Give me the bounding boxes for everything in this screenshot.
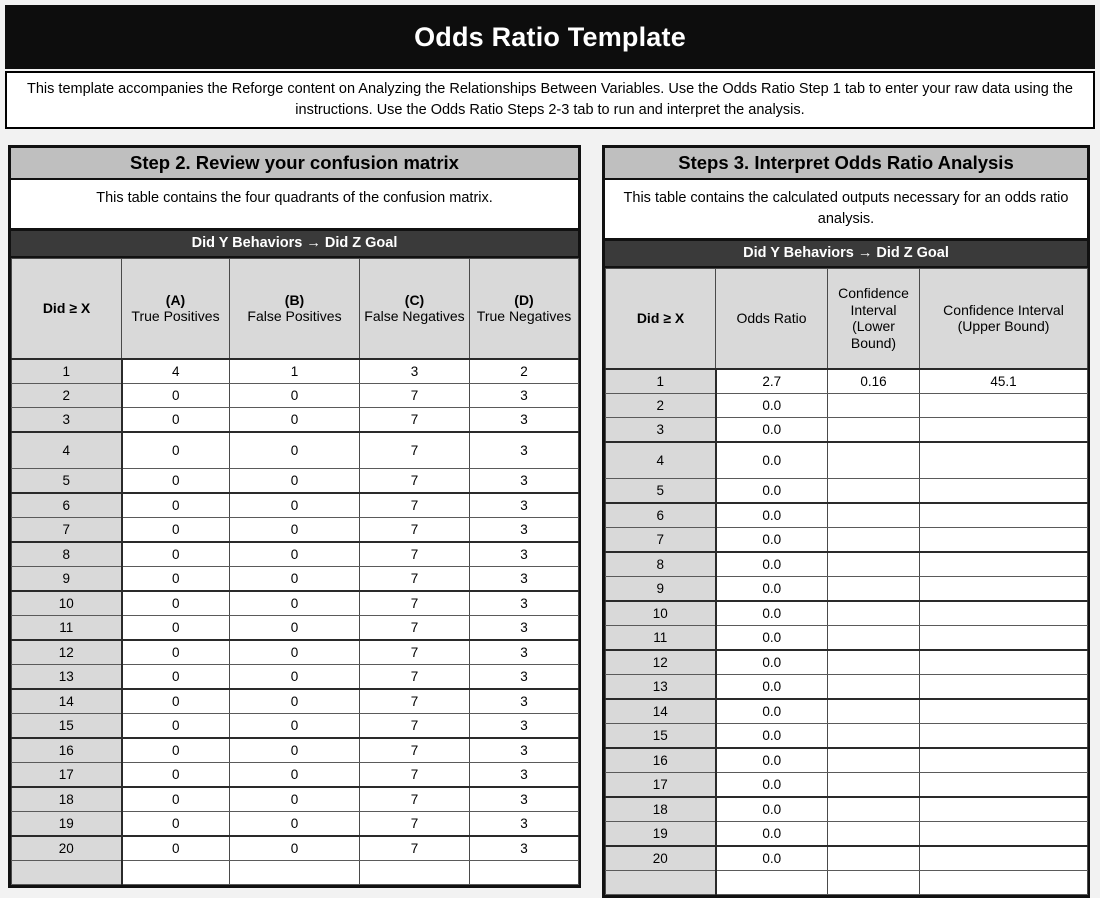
confusion-value-cell[interactable]: 0	[122, 763, 230, 788]
oddsratio-value-cell[interactable]: 2.7	[716, 369, 828, 394]
confusion-value-cell[interactable]: 7	[360, 714, 470, 739]
confusion-value-cell[interactable]: 7	[360, 787, 470, 812]
oddsratio-index-cell[interactable]: 9	[606, 577, 716, 602]
col-head-ci-upper-label: Confidence Interval (Upper Bound)	[943, 301, 1064, 335]
oddsratio-value-cell[interactable]	[828, 773, 920, 798]
confusion-value-cell[interactable]: 7	[360, 616, 470, 641]
oddsratio-value-cell[interactable]: 0.0	[716, 394, 828, 418]
confusion-value-cell[interactable]: 3	[470, 616, 579, 641]
oddsratio-index-cell[interactable]: 14	[606, 699, 716, 724]
table-row[interactable]	[606, 650, 1088, 675]
confusion-value-cell[interactable]	[470, 861, 579, 885]
confusion-value-cell[interactable]: 0	[122, 714, 230, 739]
confusion-value-cell[interactable]: 0	[230, 787, 360, 812]
confusion-value-cell[interactable]: 0	[230, 469, 360, 494]
odds-ratio-body	[606, 369, 1088, 895]
col-code-c: (C)	[404, 291, 425, 308]
oddsratio-index-cell[interactable]: 19	[606, 822, 716, 847]
confusion-value-cell[interactable]: 3	[470, 567, 579, 592]
confusion-index-cell[interactable]: 9	[12, 567, 122, 592]
confusion-value-cell[interactable]: 7	[360, 640, 470, 665]
col-head-false-negatives-label: False Negatives	[364, 308, 465, 325]
table-row[interactable]	[12, 689, 579, 714]
confusion-value-cell[interactable]: 0	[122, 836, 230, 861]
panel-step2	[8, 145, 581, 888]
confusion-value-cell[interactable]: 0	[230, 738, 360, 763]
table-row[interactable]	[12, 640, 579, 665]
table-row[interactable]	[12, 567, 579, 592]
confusion-value-cell[interactable]: 0	[122, 738, 230, 763]
oddsratio-value-cell[interactable]: 45.1	[920, 369, 1088, 394]
table-row[interactable]	[606, 822, 1088, 847]
confusion-index-cell[interactable]: 1	[12, 359, 122, 384]
oddsratio-index-cell[interactable]: 12	[606, 650, 716, 675]
table-row[interactable]	[606, 773, 1088, 798]
table-row[interactable]	[12, 616, 579, 641]
col-head-did-x-label: Did ≥ X	[42, 300, 91, 317]
oddsratio-value-cell[interactable]	[920, 675, 1088, 700]
oddsratio-value-cell[interactable]	[828, 724, 920, 749]
confusion-value-cell[interactable]: 0	[230, 689, 360, 714]
oddsratio-value-cell[interactable]	[828, 418, 920, 443]
oddsratio-value-cell[interactable]	[920, 773, 1088, 798]
confusion-value-cell[interactable]: 7	[360, 384, 470, 408]
confusion-value-cell[interactable]: 0	[230, 665, 360, 690]
confusion-index-cell[interactable]: 12	[12, 640, 122, 665]
oddsratio-value-cell[interactable]: 0.0	[716, 418, 828, 443]
oddsratio-value-cell[interactable]	[920, 797, 1088, 822]
table-row[interactable]	[12, 359, 579, 384]
oddsratio-value-cell[interactable]: 0.0	[716, 650, 828, 675]
confusion-value-cell[interactable]: 3	[470, 689, 579, 714]
table-row[interactable]	[606, 528, 1088, 553]
oddsratio-value-cell[interactable]	[828, 699, 920, 724]
col-head-did-x-label: Did ≥ X	[636, 310, 685, 327]
col-head-true-positives-label: True Positives	[131, 308, 220, 325]
table-row[interactable]	[606, 748, 1088, 773]
confusion-index-cell[interactable]: 15	[12, 714, 122, 739]
oddsratio-value-cell[interactable]: 0.0	[716, 552, 828, 577]
oddsratio-value-cell[interactable]	[828, 675, 920, 700]
confusion-value-cell[interactable]: 7	[360, 763, 470, 788]
oddsratio-value-cell[interactable]: 0.0	[716, 724, 828, 749]
table-row[interactable]	[606, 626, 1088, 651]
table-row[interactable]	[606, 503, 1088, 528]
oddsratio-value-cell[interactable]	[920, 724, 1088, 749]
confusion-index-cell[interactable]: 18	[12, 787, 122, 812]
confusion-value-cell[interactable]: 3	[470, 714, 579, 739]
confusion-value-cell[interactable]	[122, 861, 230, 885]
table-row[interactable]	[12, 408, 579, 433]
table-row[interactable]	[606, 552, 1088, 577]
col-head-did-x	[606, 269, 716, 370]
confusion-value-cell[interactable]: 0	[230, 591, 360, 616]
oddsratio-value-cell[interactable]	[828, 479, 920, 504]
confusion-value-cell[interactable]: 3	[470, 591, 579, 616]
confusion-value-cell[interactable]: 0	[230, 518, 360, 543]
table-row[interactable]	[606, 418, 1088, 443]
oddsratio-value-cell[interactable]: 0.0	[716, 675, 828, 700]
confusion-value-cell[interactable]: 7	[360, 542, 470, 567]
oddsratio-index-cell[interactable]: 6	[606, 503, 716, 528]
confusion-value-cell[interactable]: 0	[230, 640, 360, 665]
oddsratio-index-cell[interactable]: 20	[606, 846, 716, 871]
oddsratio-value-cell[interactable]	[716, 871, 828, 895]
panel-step3	[602, 145, 1090, 898]
oddsratio-value-cell[interactable]: 0.0	[716, 773, 828, 798]
confusion-value-cell[interactable]: 0	[122, 542, 230, 567]
oddsratio-value-cell[interactable]	[920, 626, 1088, 651]
oddsratio-value-cell[interactable]	[920, 871, 1088, 895]
col-head-odds-ratio	[716, 269, 828, 370]
oddsratio-value-cell[interactable]: 0.0	[716, 822, 828, 847]
confusion-value-cell[interactable]: 0	[122, 493, 230, 518]
confusion-matrix-body	[12, 359, 579, 885]
confusion-index-cell[interactable]: 7	[12, 518, 122, 543]
oddsratio-value-cell[interactable]	[920, 822, 1088, 847]
confusion-value-cell[interactable]: 3	[470, 836, 579, 861]
oddsratio-value-cell[interactable]: 0.0	[716, 748, 828, 773]
table-row[interactable]	[12, 812, 579, 837]
confusion-index-cell[interactable]: 19	[12, 812, 122, 837]
confusion-value-cell[interactable]: 1	[230, 359, 360, 384]
table-row[interactable]	[606, 846, 1088, 871]
oddsratio-index-cell[interactable]: 13	[606, 675, 716, 700]
col-code-b: (B)	[284, 291, 305, 308]
confusion-value-cell[interactable]: 0	[230, 408, 360, 433]
confusion-matrix-table	[11, 258, 579, 885]
confusion-value-cell[interactable]: 3	[470, 787, 579, 812]
col-head-ci-lower-label: Confidence Interval (Lower Bound)	[838, 285, 909, 351]
confusion-value-cell[interactable]: 3	[360, 359, 470, 384]
oddsratio-value-cell[interactable]	[920, 442, 1088, 479]
confusion-value-cell[interactable]: 3	[470, 763, 579, 788]
confusion-index-cell[interactable]: 11	[12, 616, 122, 641]
confusion-value-cell[interactable]: 3	[470, 469, 579, 494]
confusion-value-cell[interactable]: 0	[230, 493, 360, 518]
oddsratio-index-cell[interactable]: 15	[606, 724, 716, 749]
confusion-value-cell[interactable]: 3	[470, 384, 579, 408]
oddsratio-value-cell[interactable]: 0.0	[716, 797, 828, 822]
oddsratio-value-cell[interactable]	[828, 503, 920, 528]
col-head-false-positives	[230, 259, 360, 360]
col-code-d: (D)	[514, 291, 534, 308]
oddsratio-value-cell[interactable]: 0.0	[716, 479, 828, 504]
confusion-value-cell[interactable]: 7	[360, 836, 470, 861]
oddsratio-value-cell[interactable]	[920, 394, 1088, 418]
confusion-value-cell[interactable]: 7	[360, 493, 470, 518]
oddsratio-value-cell[interactable]	[828, 871, 920, 895]
oddsratio-value-cell[interactable]	[828, 601, 920, 626]
table-row[interactable]	[606, 724, 1088, 749]
oddsratio-value-cell[interactable]	[920, 846, 1088, 871]
oddsratio-value-cell[interactable]	[828, 650, 920, 675]
col-head-odds-ratio-label: Odds Ratio	[736, 310, 807, 327]
col-head-did-x	[12, 259, 122, 360]
oddsratio-index-cell[interactable]: 1	[606, 369, 716, 394]
confusion-value-cell[interactable]	[360, 861, 470, 885]
confusion-value-cell[interactable]: 7	[360, 665, 470, 690]
oddsratio-value-cell[interactable]	[828, 797, 920, 822]
oddsratio-value-cell[interactable]	[920, 503, 1088, 528]
confusion-matrix-header	[12, 259, 579, 360]
oddsratio-value-cell[interactable]: 0.0	[716, 699, 828, 724]
table-row[interactable]	[12, 738, 579, 763]
confusion-value-cell[interactable]: 0	[230, 836, 360, 861]
confusion-value-cell[interactable]: 0	[230, 812, 360, 837]
confusion-value-cell[interactable]: 0	[122, 469, 230, 494]
confusion-value-cell[interactable]: 7	[360, 469, 470, 494]
panel-step2-subtitle: This table contains the four quadrants of the confusion matrix.	[11, 180, 578, 231]
confusion-value-cell[interactable]: 0	[230, 432, 360, 469]
table-row[interactable]	[12, 432, 579, 469]
confusion-value-cell[interactable]: 0	[230, 714, 360, 739]
oddsratio-value-cell[interactable]	[828, 442, 920, 479]
oddsratio-value-cell[interactable]	[828, 394, 920, 418]
confusion-value-cell[interactable]: 0	[122, 384, 230, 408]
col-head-false-positives-label: False Positives	[247, 308, 342, 325]
oddsratio-value-cell[interactable]	[920, 699, 1088, 724]
table-row[interactable]	[12, 591, 579, 616]
table-row[interactable]	[12, 384, 579, 408]
confusion-index-cell[interactable]: 17	[12, 763, 122, 788]
oddsratio-index-cell[interactable]: 11	[606, 626, 716, 651]
confusion-value-cell[interactable]: 0	[122, 640, 230, 665]
confusion-value-cell[interactable]: 0	[122, 408, 230, 433]
confusion-value-cell[interactable]: 3	[470, 665, 579, 690]
table-row[interactable]	[606, 601, 1088, 626]
confusion-value-cell[interactable]: 3	[470, 640, 579, 665]
odds-ratio-table	[605, 268, 1088, 895]
oddsratio-index-cell[interactable]: 17	[606, 773, 716, 798]
table-row[interactable]	[12, 518, 579, 543]
col-head-true-negatives	[470, 259, 579, 360]
confusion-value-cell[interactable]: 0	[230, 542, 360, 567]
confusion-value-cell[interactable]: 0	[230, 763, 360, 788]
table-row[interactable]	[12, 469, 579, 494]
odds-ratio-header	[606, 269, 1088, 370]
oddsratio-index-cell[interactable]: 8	[606, 552, 716, 577]
table-row[interactable]	[606, 577, 1088, 602]
oddsratio-index-cell[interactable]: 3	[606, 418, 716, 443]
oddsratio-index-cell[interactable]: 16	[606, 748, 716, 773]
oddsratio-value-cell[interactable]	[828, 528, 920, 553]
oddsratio-value-cell[interactable]: 0.0	[716, 528, 828, 553]
confusion-value-cell[interactable]: 7	[360, 812, 470, 837]
confusion-value-cell[interactable]: 0	[122, 616, 230, 641]
oddsratio-index-cell[interactable]: 2	[606, 394, 716, 418]
confusion-value-cell[interactable]: 0	[122, 567, 230, 592]
confusion-value-cell[interactable]: 2	[470, 359, 579, 384]
col-head-false-negatives	[360, 259, 470, 360]
confusion-value-cell[interactable]: 7	[360, 432, 470, 469]
confusion-value-cell[interactable]: 3	[470, 812, 579, 837]
table-header-row	[12, 259, 579, 360]
confusion-value-cell[interactable]: 0	[230, 384, 360, 408]
confusion-index-cell[interactable]: 16	[12, 738, 122, 763]
confusion-value-cell[interactable]: 7	[360, 518, 470, 543]
confusion-value-cell[interactable]: 3	[470, 408, 579, 433]
oddsratio-value-cell[interactable]	[828, 626, 920, 651]
table-row[interactable]	[606, 797, 1088, 822]
col-head-true-positives	[122, 259, 230, 360]
oddsratio-value-cell[interactable]: 0.0	[716, 503, 828, 528]
col-code-a: (A)	[165, 291, 186, 308]
oddsratio-value-cell[interactable]	[828, 577, 920, 602]
confusion-value-cell[interactable]: 0	[122, 787, 230, 812]
oddsratio-value-cell[interactable]	[920, 418, 1088, 443]
col-head-ci-lower	[828, 269, 920, 370]
panel-step2-title: Step 2. Review your confusion matrix	[11, 148, 578, 180]
confusion-index-cell[interactable]: 14	[12, 689, 122, 714]
oddsratio-value-cell[interactable]: 0.0	[716, 846, 828, 871]
oddsratio-value-cell[interactable]	[828, 846, 920, 871]
oddsratio-value-cell[interactable]: 0.16	[828, 369, 920, 394]
confusion-value-cell[interactable]: 3	[470, 518, 579, 543]
oddsratio-value-cell[interactable]	[828, 822, 920, 847]
confusion-index-cell[interactable]: 5	[12, 469, 122, 494]
oddsratio-value-cell[interactable]	[920, 601, 1088, 626]
oddsratio-value-cell[interactable]	[920, 479, 1088, 504]
confusion-value-cell[interactable]: 0	[122, 432, 230, 469]
table-row[interactable]	[12, 787, 579, 812]
table-row[interactable]	[12, 763, 579, 788]
oddsratio-index-cell[interactable]: 5	[606, 479, 716, 504]
confusion-value-cell[interactable]: 7	[360, 689, 470, 714]
oddsratio-value-cell[interactable]	[920, 577, 1088, 602]
confusion-index-cell[interactable]: 3	[12, 408, 122, 433]
panel-step3-subtitle: This table contains the calculated outputs necessary for an odds ratio analysis.	[605, 180, 1087, 241]
confusion-value-cell[interactable]: 7	[360, 567, 470, 592]
oddsratio-value-cell[interactable]	[920, 552, 1088, 577]
confusion-index-cell[interactable]: 13	[12, 665, 122, 690]
table-row[interactable]	[606, 442, 1088, 479]
table-row[interactable]	[606, 479, 1088, 504]
confusion-value-cell[interactable]: 3	[470, 542, 579, 567]
confusion-value-cell[interactable]	[230, 861, 360, 885]
confusion-value-cell[interactable]: 0	[122, 689, 230, 714]
table-row[interactable]	[606, 871, 1088, 895]
panel-step2-group-bar: Did Y Behaviors → Did Z Goal	[11, 231, 578, 258]
confusion-value-cell[interactable]: 3	[470, 432, 579, 469]
oddsratio-value-cell[interactable]: 0.0	[716, 601, 828, 626]
table-row[interactable]	[12, 714, 579, 739]
confusion-value-cell[interactable]: 0	[122, 812, 230, 837]
confusion-index-cell[interactable]	[12, 861, 122, 885]
oddsratio-index-cell[interactable]: 18	[606, 797, 716, 822]
oddsratio-index-cell[interactable]: 7	[606, 528, 716, 553]
oddsratio-value-cell[interactable]: 0.0	[716, 577, 828, 602]
confusion-value-cell[interactable]: 7	[360, 408, 470, 433]
confusion-value-cell[interactable]: 0	[122, 665, 230, 690]
confusion-index-cell[interactable]: 6	[12, 493, 122, 518]
confusion-value-cell[interactable]: 0	[122, 591, 230, 616]
oddsratio-value-cell[interactable]: 0.0	[716, 626, 828, 651]
confusion-value-cell[interactable]: 0	[230, 616, 360, 641]
confusion-value-cell[interactable]: 3	[470, 738, 579, 763]
table-row[interactable]	[12, 493, 579, 518]
table-row[interactable]	[606, 699, 1088, 724]
table-row[interactable]	[12, 665, 579, 690]
col-head-ci-upper	[920, 269, 1088, 370]
oddsratio-index-cell[interactable]: 4	[606, 442, 716, 479]
col-head-true-negatives-label: True Negatives	[476, 308, 572, 325]
table-row[interactable]	[606, 675, 1088, 700]
confusion-value-cell[interactable]: 7	[360, 591, 470, 616]
oddsratio-value-cell[interactable]: 0.0	[716, 442, 828, 479]
title-banner	[5, 5, 1095, 69]
confusion-index-cell[interactable]: 8	[12, 542, 122, 567]
confusion-index-cell[interactable]: 10	[12, 591, 122, 616]
confusion-value-cell[interactable]: 0	[122, 518, 230, 543]
table-header-row	[606, 269, 1088, 370]
table-row[interactable]	[12, 542, 579, 567]
table-row[interactable]	[606, 394, 1088, 418]
oddsratio-value-cell[interactable]	[920, 650, 1088, 675]
oddsratio-value-cell[interactable]	[828, 552, 920, 577]
oddsratio-index-cell[interactable]: 10	[606, 601, 716, 626]
page-title: Odds Ratio Template	[414, 21, 686, 52]
confusion-index-cell[interactable]: 4	[12, 432, 122, 469]
oddsratio-value-cell[interactable]	[828, 748, 920, 773]
oddsratio-value-cell[interactable]	[920, 748, 1088, 773]
confusion-value-cell[interactable]: 3	[470, 493, 579, 518]
oddsratio-value-cell[interactable]	[920, 528, 1088, 553]
confusion-value-cell[interactable]: 0	[230, 567, 360, 592]
panels-container	[0, 145, 1100, 898]
table-row[interactable]	[12, 836, 579, 861]
panel-step3-title: Steps 3. Interpret Odds Ratio Analysis	[605, 148, 1087, 180]
confusion-index-cell[interactable]: 20	[12, 836, 122, 861]
table-row[interactable]	[606, 369, 1088, 394]
intro-description: This template accompanies the Reforge content on Analyzing the Relationships Between Variables. Use the Odds Ratio Step 1 tab to enter your raw data using the instructions. Use the Odds Ratio Steps 2-3 tab to run and interpret the analysis.	[5, 71, 1095, 129]
table-row[interactable]	[12, 861, 579, 885]
confusion-value-cell[interactable]: 7	[360, 738, 470, 763]
confusion-value-cell[interactable]: 4	[122, 359, 230, 384]
confusion-index-cell[interactable]: 2	[12, 384, 122, 408]
oddsratio-index-cell[interactable]	[606, 871, 716, 895]
panel-step3-group-bar: Did Y Behaviors → Did Z Goal	[605, 241, 1087, 268]
